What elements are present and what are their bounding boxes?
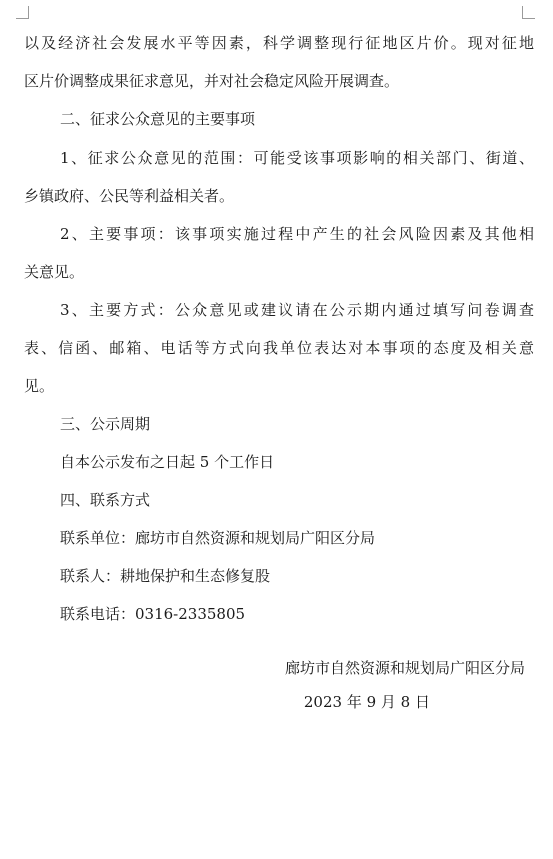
paragraph-line: 3、主要方式：公众意见或建议请在公示期内通过填写问卷调查 xyxy=(60,301,534,319)
page-corner-mark-left xyxy=(16,6,29,19)
contact-phone: 联系电话：0316-2335805 xyxy=(60,605,246,623)
section-heading: 二、征求公众意见的主要事项 xyxy=(60,110,256,128)
paragraph-line: 乡镇政府、公民等利益相关者。 xyxy=(24,187,235,205)
section-heading: 四、联系方式 xyxy=(60,491,151,509)
paragraph-line: 2、主要事项：该事项实施过程中产生的社会风险因素及其他相 xyxy=(60,225,534,243)
contact-person: 联系人：耕地保护和生态修复股 xyxy=(60,567,271,585)
paragraph-line: 区片价调整成果征求意见，并对社会稳定风险开展调查。 xyxy=(24,72,400,90)
paragraph-line: 关意见。 xyxy=(24,263,85,281)
section-heading: 三、公示周期 xyxy=(60,415,151,433)
paragraph-line: 以及经济社会发展水平等因素，科学调整现行征地区片价。现对征地 xyxy=(24,34,534,52)
page-corner-mark-right xyxy=(522,6,535,19)
paragraph-line: 见。 xyxy=(24,377,55,395)
paragraph-line: 1、征求公众意见的范围：可能受该事项影响的相关部门、街道、 xyxy=(60,149,534,167)
paragraph-line: 自本公示发布之日起 5 个工作日 xyxy=(60,453,275,471)
signature-org: 廊坊市自然资源和规划局广阳区分局 xyxy=(284,659,525,677)
paragraph-line: 表、信函、邮箱、电话等方式向我单位表达对本事项的态度及相关意 xyxy=(24,339,534,357)
contact-unit: 联系单位：廊坊市自然资源和规划局广阳区分局 xyxy=(60,529,376,547)
signature-date: 2023 年 9 月 8 日 xyxy=(303,693,430,711)
